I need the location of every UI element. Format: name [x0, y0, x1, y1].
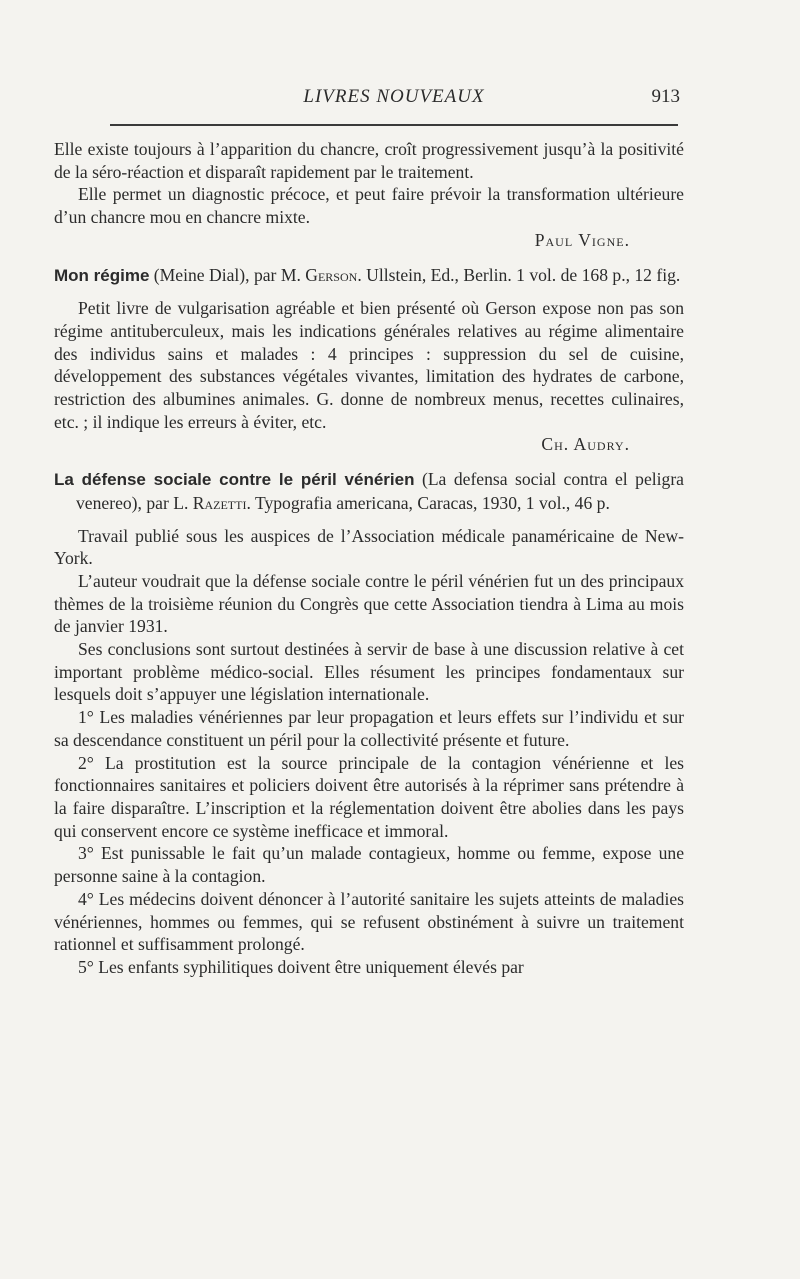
entry2-title: Mon régime — [54, 265, 150, 285]
entry2-heading — [54, 264, 684, 288]
entry3-paragraph: 1° Les maladies vénériennes par leur propagation et leurs effets sur l’individu et sur sa descendance constituent un péril pour la collectivité présente et future. — [54, 707, 684, 750]
entry3-title: La défense sociale contre le péril vénérien — [54, 470, 415, 490]
entry3-heading — [54, 468, 684, 514]
entry3-paragraph: L’auteur voudrait que la défense sociale contre le péril vénérien fut un des principaux thèmes de la troisième réunion du Congrès que cette Association tiendra à Lima au mois de janvier 1931. — [54, 570, 684, 637]
header-rule — [110, 124, 678, 126]
entry3-original-title: (La defensa social contra el peligra venereo), par L. — [76, 469, 684, 513]
page-header — [108, 86, 680, 116]
entry2-paragraph-1: Petit livre de vulgarisation agréable et bien présenté où Gerson expose non pas son régime antituberculeux, mais les indications générales relatives au régime alimentaire des individus sains et malades : 4 principes : suppression du sel de cuisine, développement des substances végétales vivantes, limitation des hydrates de carbone, restriction des albumines animales. G. donne de nombreux menus, recettes culinaires, etc. ; il indique les erreurs à éviter, etc. — [54, 298, 684, 432]
entry2-author: Gerson — [305, 264, 358, 285]
entry2-original-title: (Meine Dial), par M. — [149, 264, 306, 285]
review1-signature: Paul Vigne. — [534, 229, 630, 250]
page-body — [54, 138, 684, 979]
review1-paragraph-2: Elle permet un diagnostic précoce, et peut faire prévoir la transformation ultérieure d’un chancre mou en chancre mixte. — [54, 184, 684, 228]
entry3-paragraph: 2° La prostitution est la source principale de la contagion vénérienne et les fonctionnaires sanitaires et policiers doivent être autorisés à la réprimer sans prétendre à la faire disparaître. L’inscription et la réglementation doivent être abolies dans les pays qui conservent encore ce système inefficace et immoral. — [54, 752, 684, 841]
entry3-paragraph: Ses conclusions sont surtout destinées à servir de base à une discussion relative à cet important problème médico-social. Elles résument les principes fondamentaux sur lesquels doit s’appuyer une législation internationale. — [54, 639, 684, 705]
page-number: 913 — [651, 86, 680, 107]
entry3-paragraph: 5° Les enfants syphilitiques doivent être uniquement élevés par — [78, 956, 524, 977]
entry2-signature: Ch. Audry. — [541, 434, 630, 455]
entry3-details: . Typografia americana, Caracas, 1930, 1 vol., 46 p. — [246, 492, 610, 513]
entry3-author: Razetti — [192, 492, 247, 513]
entry2-details: . Ullstein, Ed., Berlin. 1 vol. de 168 p., 12 fig. — [357, 264, 681, 285]
entry3-paragraph: 3° Est punissable le fait qu’un malade contagieux, homme ou femme, expose une personne saine à la contagion. — [54, 843, 684, 887]
running-title: LIVRES NOUVEAUX — [303, 86, 485, 107]
review1-paragraph-1: Elle existe toujours à l’apparition du chancre, croît progressivement jusqu’à la positivité de la séro-réaction et disparaît rapidement par le traitement. — [54, 139, 684, 182]
entry3-paragraph: Travail publié sous les auspices de l’Association médicale panaméricaine de New-York. — [54, 525, 684, 569]
entry3-paragraph: 4° Les médecins doivent dénoncer à l’autorité sanitaire les sujets atteints de maladies vénériennes, hommes ou femmes, qui se refusent obstinément à suivre un traitement rationnel et suffisamment prolongé. — [54, 888, 684, 955]
